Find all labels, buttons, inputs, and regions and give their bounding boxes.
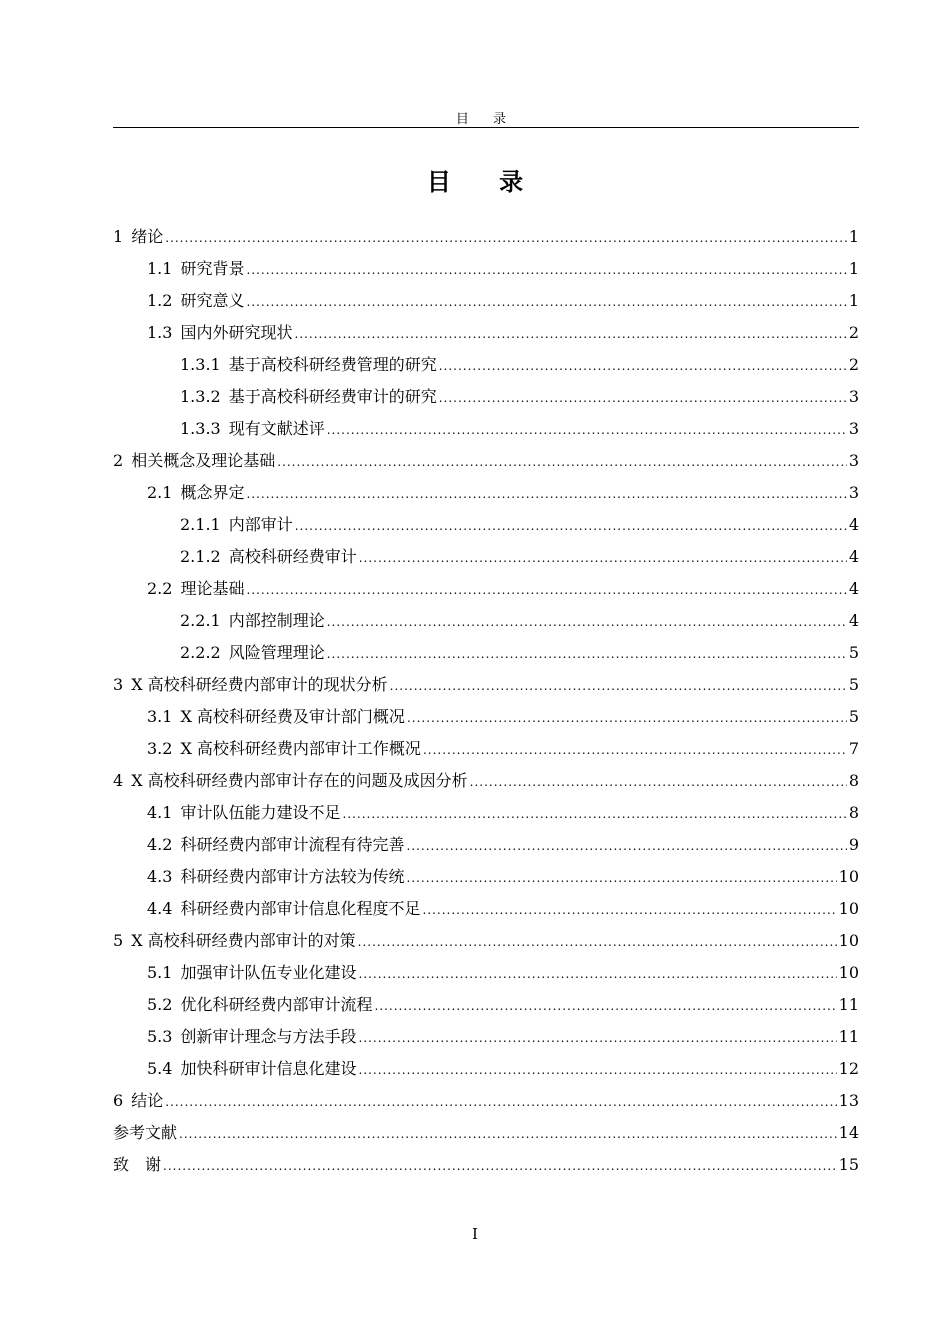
toc-entry-title: 研究背景 [180,259,245,278]
toc-entry-title: 内部审计 [228,515,293,534]
toc-entry[interactable] [113,705,859,737]
toc-entry[interactable] [113,513,859,545]
toc-entry[interactable] [113,641,859,673]
dot-leader [407,706,847,730]
dot-leader [295,514,847,538]
toc-entry-title: 内部控制理论 [228,611,325,630]
running-header: 目 录 [455,112,517,127]
toc-entry-number: 4.3 [147,867,173,886]
toc-entry-page: 5 [848,675,859,694]
dot-leader [246,482,846,506]
dot-leader [374,994,836,1018]
toc-entry-number: 4.4 [147,899,173,918]
dot-leader [359,546,847,570]
dot-leader [358,1058,836,1082]
toc-entry-title: 基于高校科研经费管理的研究 [228,355,437,374]
toc-entry-title: 加快科研审计信息化建设 [180,1059,357,1078]
dot-leader [406,866,836,890]
toc-entry[interactable] [113,353,859,385]
toc-entry-page: 4 [848,515,859,534]
toc-entry-number: 2.1 [147,483,173,502]
dot-leader [165,226,847,250]
dot-leader [246,290,846,314]
dot-leader [422,898,836,922]
toc-entry[interactable] [113,449,859,481]
toc-entry-number: 5.2 [147,995,173,1014]
page-title: 目 录 [426,168,544,196]
dot-leader [439,354,847,378]
toc-entry-title: X 高校科研经费内部审计的对策 [131,931,356,950]
toc-entry-number: 5 [113,931,124,950]
toc-entry-page: 4 [848,547,859,566]
toc-entry-number: 2.2 [147,579,173,598]
toc-entry-title: 理论基础 [180,579,245,598]
toc-entry-page: 10 [838,867,859,886]
toc-entry[interactable] [113,481,859,513]
toc-entry-page: 8 [848,771,859,790]
toc-entry-number: 6 [113,1091,124,1110]
toc-entry-page: 13 [838,1091,859,1110]
toc-entry-number: 2.1.2 [180,547,221,566]
toc-entry[interactable] [113,545,859,577]
toc-entry-title: 风险管理理论 [228,643,325,662]
toc-entry[interactable] [113,961,859,993]
toc-entry-page: 3 [848,483,859,502]
toc-entry-title: 高校科研经费审计 [228,547,357,566]
dot-leader [246,258,846,282]
toc-entry-number: 3.2 [147,739,173,758]
toc-entry-number: 1.2 [147,291,173,310]
dot-leader [342,802,846,826]
toc-entry-title: X 高校科研经费内部审计存在的问题及成因分析 [131,771,468,790]
toc-entry-number: 1.3.2 [180,387,221,406]
toc-entry-title: 绪论 [131,227,164,246]
dot-leader [294,322,846,346]
dot-leader [423,738,847,762]
toc-entry-number: 5.4 [147,1059,173,1078]
toc-entry-page: 10 [838,931,859,950]
toc-entry-number: 1.3 [147,323,173,342]
table-of-contents [113,225,859,1185]
toc-entry-number: 2.2.2 [180,643,221,662]
toc-entry-title: 研究意义 [180,291,245,310]
toc-entry-title: 科研经费内部审计方法较为传统 [180,867,405,886]
toc-entry[interactable] [113,673,859,705]
toc-entry[interactable] [113,385,859,417]
toc-entry-number: 1 [113,227,124,246]
toc-entry[interactable] [113,1025,859,1057]
page-number: I [472,1225,478,1243]
toc-entry[interactable] [113,1057,859,1089]
toc-entry-number: 4.1 [147,803,173,822]
toc-entry-title: 创新审计理念与方法手段 [180,1027,357,1046]
toc-entry-title: 科研经费内部审计流程有待完善 [180,835,405,854]
toc-entry-page: 9 [848,835,859,854]
toc-entry-number: 5.3 [147,1027,173,1046]
toc-entry[interactable] [113,801,859,833]
toc-entry[interactable] [113,1153,859,1185]
toc-entry-page: 3 [848,419,859,438]
toc-entry-page: 2 [848,323,859,342]
dot-leader [439,386,847,410]
toc-entry[interactable] [113,417,859,449]
toc-entry-page: 11 [838,1027,859,1046]
toc-entry-number: 2.1.1 [180,515,221,534]
toc-entry-title: 审计队伍能力建设不足 [180,803,341,822]
dot-leader [327,418,847,442]
toc-entry[interactable] [113,929,859,961]
toc-entry[interactable] [113,225,859,257]
toc-entry-title: 相关概念及理论基础 [131,451,276,470]
toc-entry-page: 10 [838,963,859,982]
toc-entry[interactable] [113,321,859,353]
toc-entry-number: 4.2 [147,835,173,854]
toc-entry-number: 2.2.1 [180,611,221,630]
dot-leader [327,610,847,634]
toc-entry-page: 3 [848,451,859,470]
toc-entry-title: 科研经费内部审计信息化程度不足 [180,899,421,918]
toc-entry[interactable] [113,737,859,769]
header-rule [113,127,859,128]
toc-entry-number: 1.3.1 [180,355,221,374]
dot-leader [358,1026,836,1050]
dot-leader [327,642,847,666]
toc-entry-page: 2 [848,355,859,374]
toc-entry[interactable] [113,769,859,801]
toc-entry-title: 加强审计队伍专业化建设 [180,963,357,982]
toc-entry-title: 现有文献述评 [228,419,325,438]
dot-leader [358,930,837,954]
toc-entry[interactable] [113,1089,859,1121]
dot-leader [246,578,846,602]
toc-entry[interactable] [113,833,859,865]
toc-entry-title: 致 谢 [113,1155,162,1174]
toc-entry-number: 3.1 [147,707,173,726]
toc-entry-title: 国内外研究现状 [180,323,293,342]
toc-entry-title: 优化科研经费内部审计流程 [180,995,373,1014]
toc-entry-page: 5 [848,707,859,726]
toc-entry-number: 3 [113,675,124,694]
toc-entry[interactable] [113,257,859,289]
dot-leader [165,1090,836,1114]
toc-entry-page: 3 [848,387,859,406]
toc-entry[interactable] [113,897,859,929]
toc-entry[interactable] [113,577,859,609]
toc-entry-page: 4 [848,611,859,630]
toc-entry-number: 5.1 [147,963,173,982]
toc-entry-page: 1 [848,291,859,310]
dot-leader [470,770,847,794]
toc-entry-number: 2 [113,451,124,470]
dot-leader [406,834,846,858]
toc-entry-page: 11 [838,995,859,1014]
dot-leader [390,674,847,698]
toc-entry[interactable] [113,289,859,321]
dot-leader [179,1122,837,1146]
toc-entry-number: 1.3.3 [180,419,221,438]
dot-leader [163,1154,837,1178]
toc-entry-page: 10 [838,899,859,918]
toc-entry[interactable] [113,609,859,641]
toc-entry-title: 结论 [131,1091,164,1110]
toc-entry-title: X 高校科研经费及审计部门概况 [180,707,405,726]
toc-entry[interactable] [113,993,859,1025]
toc-entry[interactable] [113,865,859,897]
toc-entry-title: X 高校科研经费内部审计的现状分析 [131,675,388,694]
dot-leader [277,450,847,474]
toc-entry-page: 1 [848,227,859,246]
toc-entry-page: 5 [848,643,859,662]
toc-entry-title: X 高校科研经费内部审计工作概况 [180,739,421,758]
toc-entry[interactable] [113,1121,859,1153]
toc-entry-title: 参考文献 [113,1123,178,1142]
toc-entry-number: 4 [113,771,124,790]
toc-entry-title: 基于高校科研经费审计的研究 [228,387,437,406]
toc-entry-page: 8 [848,803,859,822]
toc-entry-number: 1.1 [147,259,173,278]
toc-entry-title: 概念界定 [180,483,245,502]
toc-entry-page: 15 [838,1155,859,1174]
toc-entry-page: 12 [838,1059,859,1078]
toc-entry-page: 4 [848,579,859,598]
toc-entry-page: 14 [838,1123,859,1142]
toc-entry-page: 7 [848,739,859,758]
dot-leader [358,962,836,986]
toc-entry-page: 1 [848,259,859,278]
